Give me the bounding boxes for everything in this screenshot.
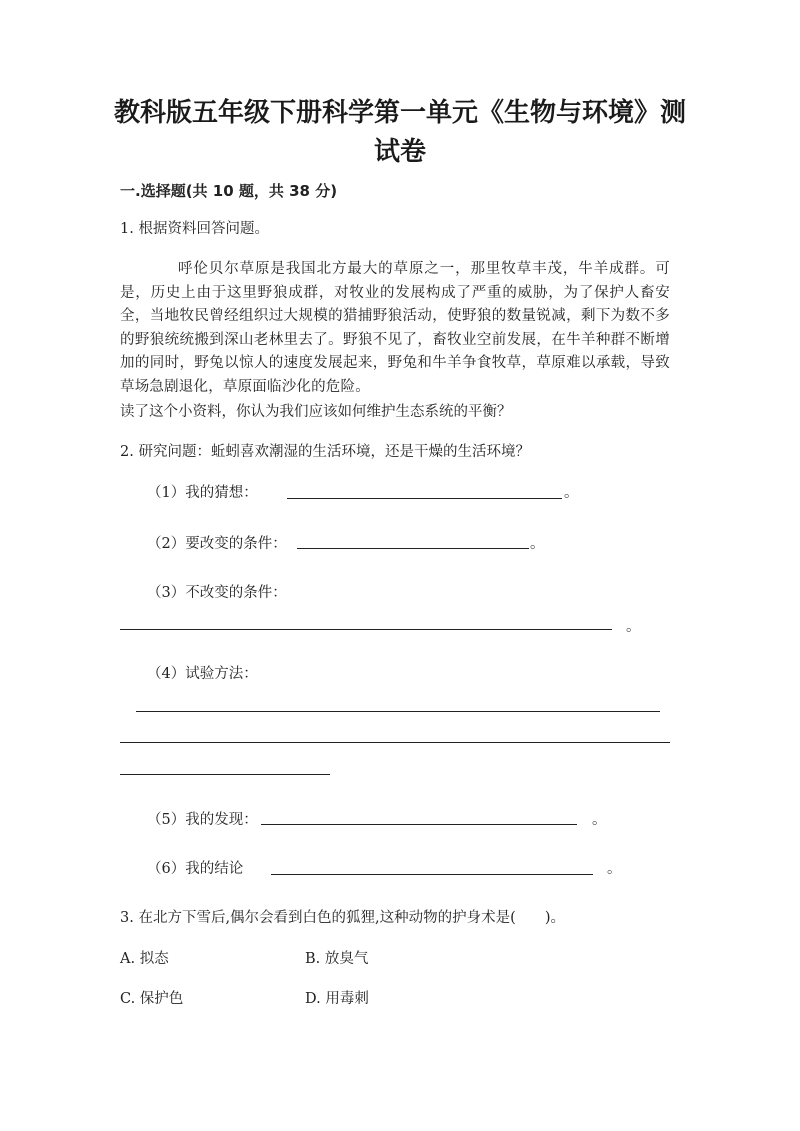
q2-item-guess: （1）我的猜想： <box>147 485 258 501</box>
q3-option-a[interactable]: A. 拟态 <box>120 951 169 967</box>
q3-option-d[interactable]: D. 用毒刺 <box>305 991 369 1007</box>
q2-answer-unchanged-blank[interactable] <box>120 629 612 630</box>
document-title <box>110 94 690 172</box>
q2-prompt: 2. 研究问题：蚯蚓喜欢潮湿的生活环境，还是干燥的生活环境？ <box>120 444 530 460</box>
q1-prompt: 1. 根据资料回答问题。 <box>120 221 269 237</box>
title-line-1: 教科版五年级下册科学第一单元《生物与环境》测 <box>113 98 686 128</box>
q2-answer-method-blank-1[interactable] <box>136 711 660 712</box>
q2-answer-method-blank-3[interactable] <box>120 774 330 775</box>
q3-prompt: 3. 在北方下雪后,偶尔会看到白色的狐狸,这种动物的护身术是( )。 <box>120 910 565 926</box>
period-mark: 。 <box>564 485 579 501</box>
q2-answer-finding-blank[interactable] <box>261 824 577 825</box>
period-mark: 。 <box>626 619 641 635</box>
q2-answer-guess-blank[interactable] <box>287 498 562 499</box>
period-mark: 。 <box>592 812 607 828</box>
q2-item-finding: （5）我的发现： <box>147 812 258 828</box>
q3-option-b[interactable]: B. 放臭气 <box>305 951 369 967</box>
title-line-2: 试卷 <box>373 137 426 167</box>
q2-item-unchanged-condition: （3）不改变的条件： <box>147 585 287 601</box>
period-mark: 。 <box>607 861 622 877</box>
q2-item-conclusion: （6）我的结论 <box>147 861 244 877</box>
q2-answer-method-blank-2[interactable] <box>120 742 670 743</box>
q2-item-changed-condition: （2）要改变的条件： <box>147 536 287 552</box>
q2-answer-changed-blank[interactable] <box>297 548 529 549</box>
period-mark: 。 <box>530 536 545 552</box>
q1-question: 读了这个小资料，你认为我们应该如何维护生态系统的平衡？ <box>120 404 512 420</box>
q1-passage: 呼伦贝尔草原是我国北方最大的草原之一，那里牧草丰茂，牛羊成群。可是，历史上由于这里野狼成群，对牧业的发展构成了严重的威胁，为了保护人畜安全，当地牧民曾经组织过大规模的猎捕野狼活动，使野狼的数量锐减，剩下为数不多的野狼统统搬到深山老林里去了。野狼不见了，畜牧业空前发展，在牛羊种群不断增加的同时，野兔以惊人的速度发展起来，野兔和牛羊争食牧草，草原难以承载，导致草场急剧退化，草原面临沙化的危险。 <box>120 261 670 395</box>
q3-option-c[interactable]: C. 保护色 <box>120 991 184 1007</box>
q2-item-method: （4）试验方法： <box>147 666 258 682</box>
q2-answer-conclusion-blank[interactable] <box>271 874 593 875</box>
section-heading: 一.选择题(共 10 题，共 38 分) <box>120 182 338 200</box>
